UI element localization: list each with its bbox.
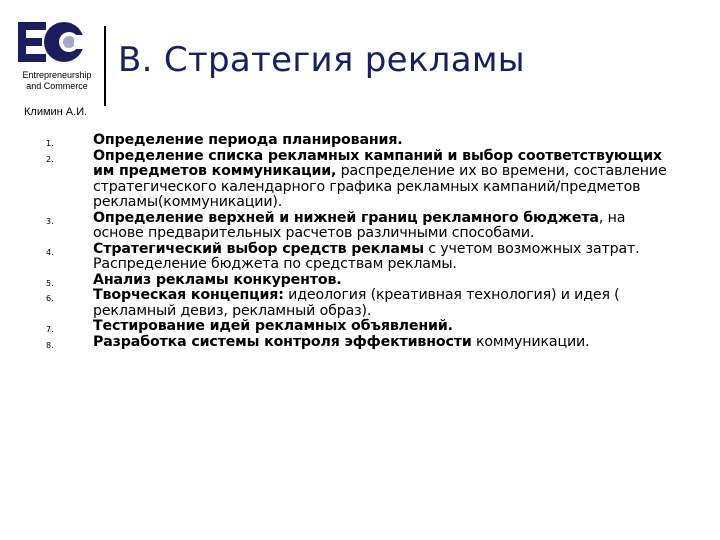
list-item-bold: Стратегический выбор средств рекламы xyxy=(93,240,424,257)
list-item-rest: распределение их во времени, составление стратегического календарного графика рекламных кампаний/предметов рекламы(коммуникации). xyxy=(93,163,667,210)
list-item-text xyxy=(93,149,678,211)
list-item-number: 1. xyxy=(46,139,54,148)
list-item-bold: Анализ рекламы конкурентов. xyxy=(93,271,342,288)
list-item-number: 4. xyxy=(46,247,54,257)
list-item xyxy=(0,288,720,319)
slide-title: В. Стратегия рекламы xyxy=(118,40,525,80)
list-item-rest: идеология (креативная технология) и идея ( рекламный девиз, рекламный образ). xyxy=(93,287,620,319)
strategy-steps-list xyxy=(0,133,720,350)
ec-logo xyxy=(14,20,100,100)
ec-logo-icon xyxy=(18,20,84,66)
list-item-bold: Определение периода планирования. xyxy=(93,132,403,148)
list-item-number: 6. xyxy=(46,294,54,303)
list-item-rest: коммуникации. xyxy=(471,333,590,350)
list-item xyxy=(0,133,720,149)
list-item xyxy=(0,211,720,242)
list-item-text xyxy=(93,319,678,335)
list-item-text xyxy=(93,335,678,351)
list-item-number: 3. xyxy=(46,216,54,226)
list-item-number: 5. xyxy=(46,278,54,288)
list-item-text xyxy=(93,242,678,273)
list-item-number: 7. xyxy=(46,325,54,334)
logo-caption xyxy=(14,70,100,92)
list-item-rest: , на основе предварительных расчетов различными способами. xyxy=(93,209,626,241)
list-item xyxy=(0,273,720,289)
list-item-text xyxy=(93,133,678,149)
list-item xyxy=(0,149,720,211)
logo-caption-line1: Entrepreneurship xyxy=(22,70,92,80)
list-item xyxy=(0,319,720,335)
list-item-bold: Тестирование идей рекламных объявлений. xyxy=(93,318,453,334)
list-item-text xyxy=(93,288,678,319)
list-item-bold: Творческая концепция: xyxy=(93,287,284,303)
list-item-text xyxy=(93,273,678,289)
list-item xyxy=(0,335,720,351)
list-item-bold: Определение списка рекламных кампаний и выбор соответствующих им предметов коммуникации, xyxy=(93,147,662,179)
logo-caption-line2: and Commerce xyxy=(26,81,88,91)
list-item-bold: Разработка системы контроля эффективности xyxy=(93,333,472,350)
list-item-number: 2. xyxy=(46,154,54,164)
list-item-number: 8. xyxy=(46,340,54,350)
author-name: Климин А.И. xyxy=(24,106,88,118)
header-divider xyxy=(104,26,106,106)
list-item xyxy=(0,242,720,273)
list-item-rest: с учетом возможных затрат. Распределение бюджета по средствам рекламы. xyxy=(93,240,640,272)
list-item-text xyxy=(93,211,678,242)
list-item-bold: Определение верхней и нижней границ рекламного бюджета xyxy=(93,209,599,226)
